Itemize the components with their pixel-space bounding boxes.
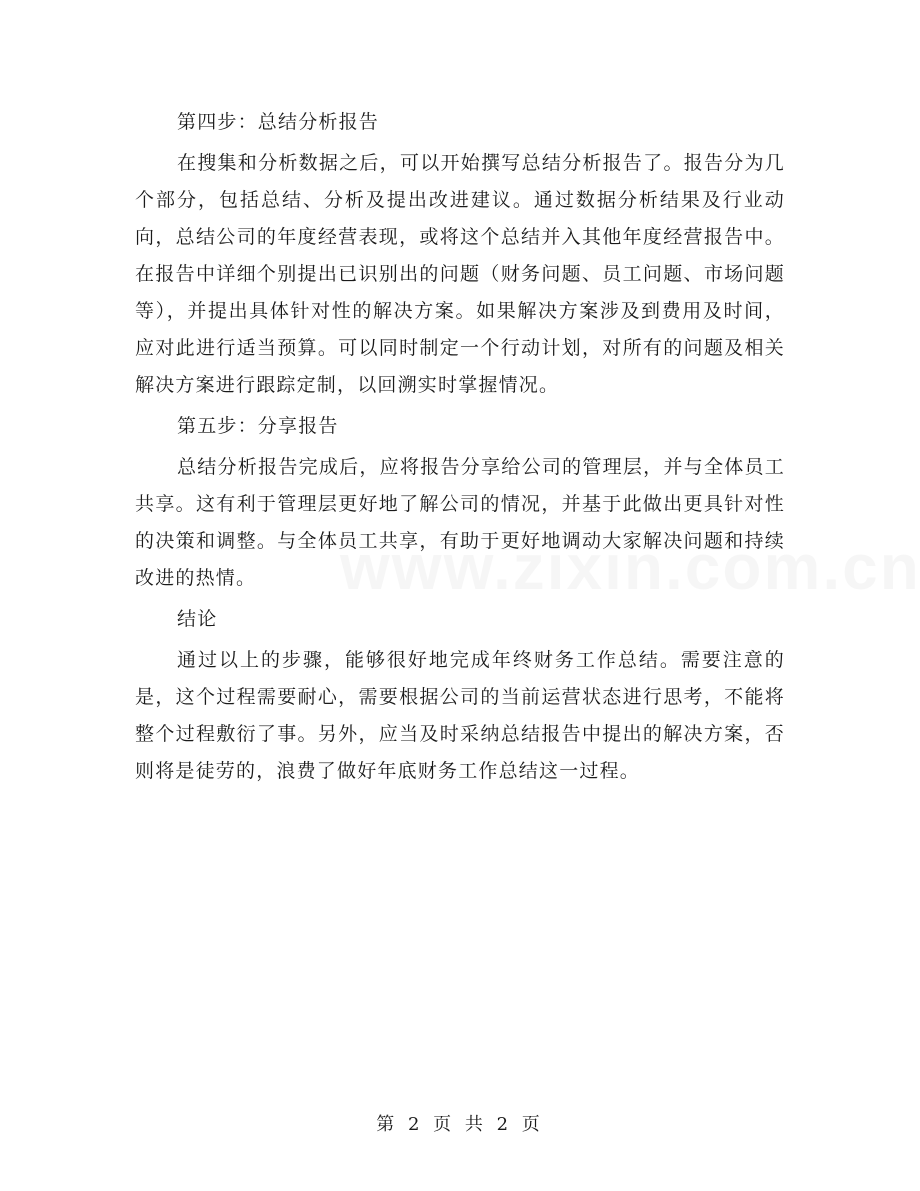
paragraph-conclusion: 通过以上的步骤，能够很好地完成年终财务工作总结。需要注意的是，这个过程需要耐心，需要根据公司的当前运营状态进行思考，不能将整个过程敷衍了事。另外，应当及时采纳总结报告中提出的解决方案，否则将是徒劳的，浪费了做好年底财务工作总结这一过程。 <box>135 649 785 782</box>
document-body <box>135 104 785 794</box>
paragraph-step4: 在搜集和分析数据之后，可以开始撰写总结分析报告了。报告分为几个部分，包括总结、分析及提出改进建议。通过数据分析结果及行业动向，总结公司的年度经营表现，或将这个总结并入其他年度经营报告中。在报告中详细个别提出已识别出的问题（财务问题、员工问题、市场问题等），并提出具体针对性的解决方案。如果解决方案涉及到费用及时间，应对此进行适当预算。可以同时制定一个行动计划，对所有的问题及相关解决方案进行跟踪定制，以回溯实时掌握情况。 <box>135 152 785 396</box>
paragraph-step5: 总结分析报告完成后，应将报告分享给公司的管理层，并与全体员工共享。这有利于管理层更好地了解公司的情况，并基于此做出更具针对性的决策和调整。与全体员工共享，有助于更好地调动大家解决问题和持续改进的热情。 <box>135 456 785 589</box>
section-heading-step5: 第五步：分享报告 <box>177 415 339 437</box>
section-heading-conclusion: 结论 <box>177 608 218 630</box>
section-heading-step4: 第四步：总结分析报告 <box>177 111 380 133</box>
page-number-footer: 第 2 页 共 2 页 <box>376 1114 544 1135</box>
